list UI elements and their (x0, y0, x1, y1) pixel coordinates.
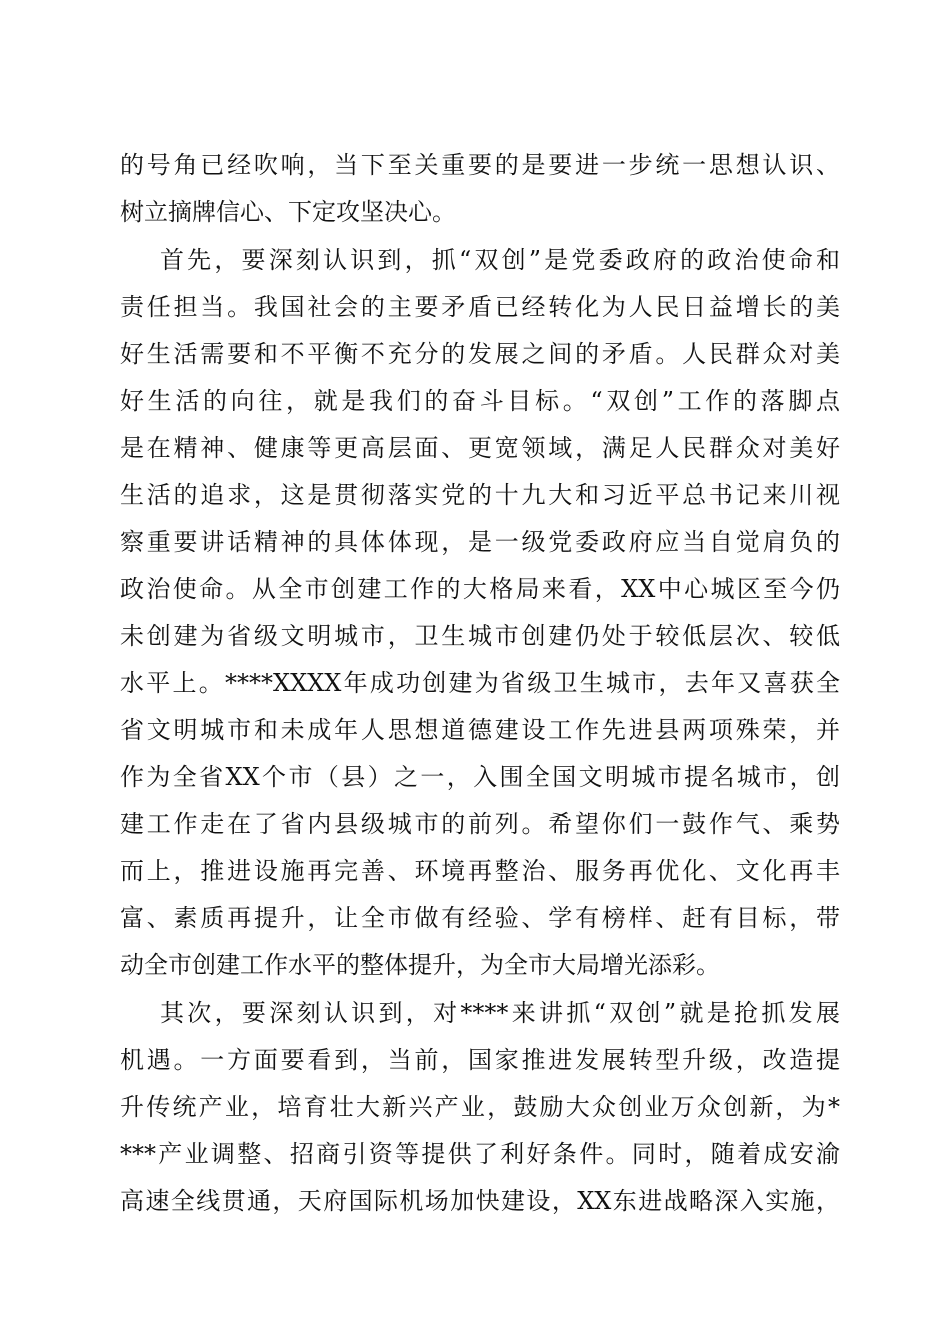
text-line: 察重要讲话精神的具体体现，是一级党委政府应当自觉肩负的 (120, 528, 840, 556)
text-line: 未创建为省级文明城市，卫生城市创建仍处于较低层次、较低 (120, 622, 840, 650)
text-line: 动全市创建工作水平的整体提升，为全市大局增光添彩。 (120, 951, 720, 979)
text-line: 树立摘牌信心、下定攻坚决心。 (120, 198, 456, 226)
text-line: 高速全线贯通，天府国际机场加快建设，XX东进战略深入实施， (120, 1187, 840, 1215)
text-line: 建工作走在了省内县级城市的前列。希望你们一鼓作气、乘势 (120, 810, 840, 838)
text-line: 升传统产业，培育壮大新兴产业，鼓励大众创业万众创新，为* (120, 1093, 840, 1121)
text-line: 是在精神、健康等更高层面、更宽领域，满足人民群众对美好 (120, 434, 840, 462)
text-line: 的号角已经吹响，当下至关重要的是要进一步统一思想认识、 (120, 151, 840, 179)
text-line: 富、素质再提升，让全市做有经验、学有榜样、赶有目标，带 (120, 904, 840, 932)
text-line: 水平上。****XXXX年成功创建为省级卫生城市，去年又喜获全 (120, 669, 840, 697)
text-line: 机遇。一方面要看到，当前，国家推进发展转型升级，改造提 (120, 1046, 840, 1074)
paragraph-first-line: 首先，要深刻认识到，抓“双创”是党委政府的政治使命和 (160, 246, 840, 274)
text-line: 政治使命。从全市创建工作的大格局来看，XX中心城区至今仍 (120, 575, 840, 603)
text-line: 好生活的向往，就是我们的奋斗目标。“双创”工作的落脚点 (120, 387, 840, 415)
text-line: 而上，推进设施再完善、环境再整治、服务再优化、文化再丰 (120, 857, 840, 885)
text-line: 作为全省XX个市（县）之一，入围全国文明城市提名城市，创 (120, 763, 840, 791)
text-line: ***产业调整、招商引资等提供了利好条件。同时，随着成安渝 (120, 1140, 840, 1168)
text-line: 省文明城市和未成年人思想道德建设工作先进县两项殊荣，并 (120, 716, 840, 744)
text-line: 生活的追求，这是贯彻落实党的十九大和习近平总书记来川视 (120, 481, 840, 509)
text-line: 好生活需要和不平衡不充分的发展之间的矛盾。人民群众对美 (120, 340, 840, 368)
text-line: 责任担当。我国社会的主要矛盾已经转化为人民日益增长的美 (120, 293, 840, 321)
paragraph-first-line: 其次，要深刻认识到，对****来讲抓“双创”就是抢抓发展 (160, 999, 840, 1027)
